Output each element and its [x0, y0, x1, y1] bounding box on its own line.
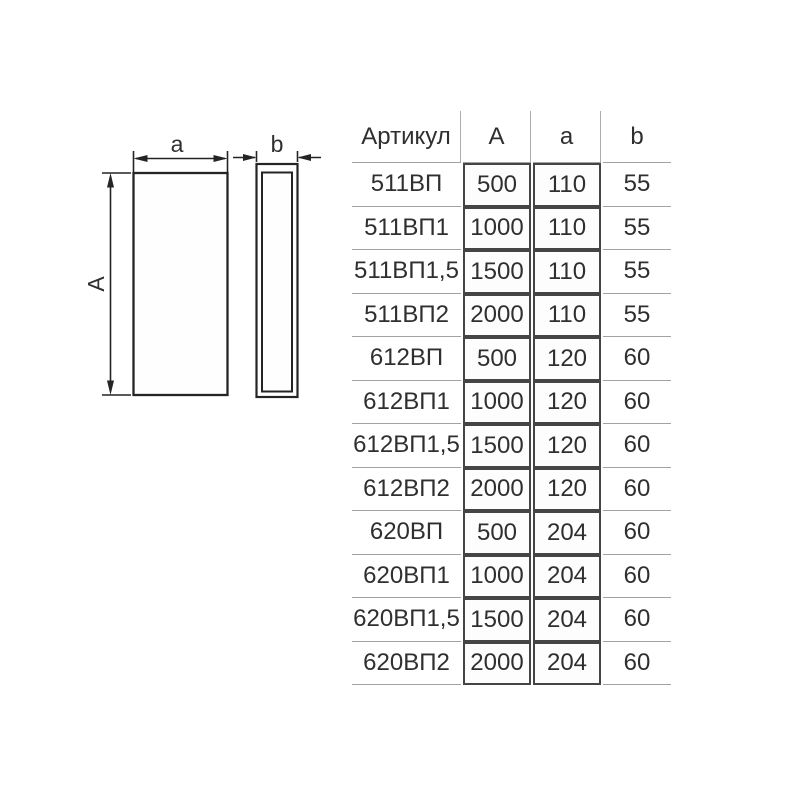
table-cell-b: 60: [603, 468, 671, 512]
dim-b-arrow-left: [243, 154, 257, 161]
table-row: [352, 424, 671, 468]
table-cell-article: 620ВП2: [352, 642, 461, 686]
table-row: [352, 511, 671, 555]
table-cell-A: 2000: [463, 294, 531, 338]
table-cell-a: 110: [533, 294, 601, 338]
table-cell-article: 511ВП: [352, 163, 461, 207]
table-cell-A: 1000: [463, 381, 531, 425]
table-cell-b: 60: [603, 642, 671, 686]
table-row: [352, 250, 671, 294]
table-cell-b: 60: [603, 511, 671, 555]
table-cell-a: 120: [533, 468, 601, 512]
dim-a-arrow-right: [214, 155, 228, 162]
table-cell-b: 60: [603, 598, 671, 642]
table-cell-b: 55: [603, 207, 671, 251]
table-cell-article: 620ВП1: [352, 555, 461, 599]
dim-b-arrow-right: [298, 154, 312, 161]
table-cell-A: 1000: [463, 555, 531, 599]
table-row: [352, 163, 671, 207]
table-cell-a: 110: [533, 163, 601, 207]
table-cell-article: 511ВП1,5: [352, 250, 461, 294]
table-cell-a: 120: [533, 424, 601, 468]
table-cell-A: 1500: [463, 250, 531, 294]
table-cell-a: 120: [533, 337, 601, 381]
front-view-rect: [134, 173, 228, 395]
table-cell-a: 204: [533, 642, 601, 686]
table-cell-a: 110: [533, 207, 601, 251]
table-row: [352, 207, 671, 251]
table-row: [352, 337, 671, 381]
table-cell-article: 612ВП: [352, 337, 461, 381]
table-cell-article: 511ВП1: [352, 207, 461, 251]
dim-A-arrow-bottom: [107, 381, 114, 396]
table-row: [352, 294, 671, 338]
table-cell-A: 2000: [463, 642, 531, 686]
table-cell-article: 612ВП1: [352, 381, 461, 425]
table-cell-b: 55: [603, 163, 671, 207]
table-cell-b: 55: [603, 250, 671, 294]
table-cell-a: 120: [533, 381, 601, 425]
table-cell-A: 1500: [463, 424, 531, 468]
table-cell-b: 60: [603, 424, 671, 468]
table-cell-A: 1500: [463, 598, 531, 642]
table-cell-a: 204: [533, 598, 601, 642]
table-cell-a: 204: [533, 511, 601, 555]
dim-A-label: A: [83, 276, 109, 292]
table-cell-A: 2000: [463, 468, 531, 512]
table-cell-A: 500: [463, 337, 531, 381]
table-header-row: [352, 111, 671, 163]
col-header-A: A: [463, 111, 531, 163]
col-header-b: b: [603, 111, 671, 163]
table-row: [352, 381, 671, 425]
table-cell-article: 620ВП: [352, 511, 461, 555]
table-cell-article: 511ВП2: [352, 294, 461, 338]
table-cell-article: 612ВП2: [352, 468, 461, 512]
spec-table: [350, 111, 673, 685]
table-cell-b: 60: [603, 337, 671, 381]
table-cell-a: 110: [533, 250, 601, 294]
table-cell-A: 500: [463, 511, 531, 555]
dim-b-label: b: [270, 131, 284, 157]
table-row: [352, 598, 671, 642]
table-cell-article: 612ВП1,5: [352, 424, 461, 468]
table-cell-b: 60: [603, 381, 671, 425]
table-cell-a: 204: [533, 555, 601, 599]
dim-a-arrow-left: [134, 155, 148, 162]
table-row: [352, 642, 671, 686]
table-cell-A: 500: [463, 163, 531, 207]
table-cell-article: 620ВП1,5: [352, 598, 461, 642]
table-row: [352, 555, 671, 599]
col-header-a: a: [533, 111, 601, 163]
dim-a-label: a: [170, 131, 184, 157]
table-cell-b: 60: [603, 555, 671, 599]
table-body: [352, 163, 671, 685]
table-cell-b: 55: [603, 294, 671, 338]
col-header-article: Артикул: [352, 111, 461, 163]
dim-A-arrow-top: [107, 173, 114, 188]
table-cell-A: 1000: [463, 207, 531, 251]
table-row: [352, 468, 671, 512]
